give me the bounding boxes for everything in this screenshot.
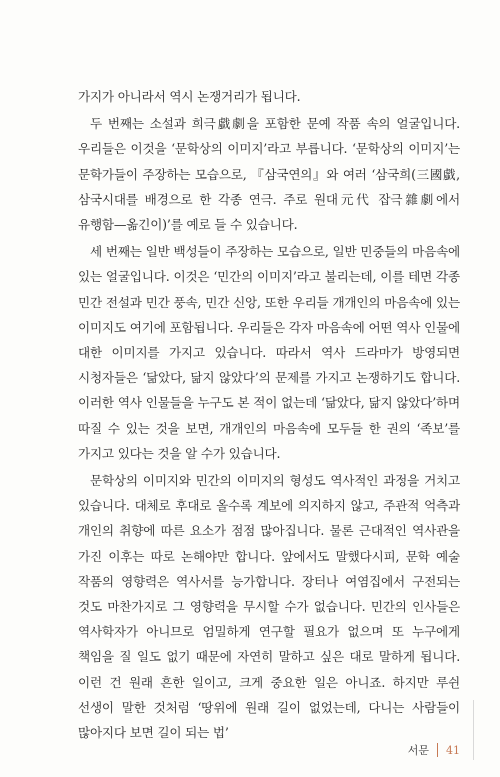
running-title: 서문 bbox=[407, 744, 429, 757]
paragraph-4: 문학상의 이미지와 민간의 이미지의 형성도 역사적인 과정을 거치고 있습니다. 대체로 후대로 올수록 계보에 의지하지 않고, 주관적 억측과 개인의 취향에 따른 요소가 점점 많아집니다. 물론 근대적인 역사관을 가진 이후는 따로 논해야만 합니다. 앞에서도 말했다시피, 문학 예술 작품의 영향력은 역사서를 능가합니다. 장터나 여염집에서 구전되는 것도 마찬가지로 그 영향력을 무시할 수가 없습니다. 민간의 인사들은 역사학자가 아니므로 엄밀하게 연구할 필요가 없으며 또 누구에게 책임을 질 일도 없기 때문에 자연히 말하고 싶은 대로 말하게 됩니다. 이런 건 원래 흔한 일이고, 크게 중요한 일은 아니죠. 하지만 루쉰 선생이 말한 것처럼 ‘땅위에 원래 길이 없었는데, 다니는 사람들이 많아지다 보면 길이 되는 법’ bbox=[78, 473, 460, 741]
page-footer bbox=[408, 741, 460, 759]
footer-divider bbox=[437, 743, 438, 757]
paragraph-1: 가지가 아니라서 역시 논쟁거리가 됩니다. bbox=[78, 89, 301, 104]
body-text bbox=[78, 84, 460, 745]
margin-rule bbox=[473, 700, 474, 760]
page-number: 41 bbox=[446, 743, 460, 757]
paragraph-2: 두 번째는 소설과 희극戱劇을 포함한 문예 작품 속의 얼굴입니다. 우리들은 이것을 ‘문학상의 이미지’라고 부릅니다. ‘문학상의 이미지’는 문학가들이 주장하는 모습으로, 『삼국연의』와 여러 ‘삼국희(三國戱, 삼국시대를 배경으로 한 각종 연극. 주로 원대元代 잡극雜劇에서 유행함—옮긴이)’를 예로 들 수 있습니다. bbox=[78, 116, 460, 233]
paragraph-3: 세 번째는 일반 백성들이 주장하는 모습으로, 일반 민중들의 마음속에 있는 얼굴입니다. 이것은 ‘민간의 이미지’라고 불리는데, 이를 테면 각종 민간 전설과 민간 풍속, 민간 신앙, 또한 우리들 개개인의 마음속에 있는 이미지도 여기에 포함됩니다. 우리들은 각자 마음속에 어떤 역사 인물에 대한 이미지를 가지고 있습니다. 따라서 역사 드라마가 방영되면 시청자들은 ‘닮았다, 닮지 않았다’의 문제를 가지고 논쟁하기도 합니다. 이러한 역사 인물들을 누구도 본 적이 없는데 ‘닮았다, 닮지 않았다’하며 따질 수 있는 것을 보면, 개개인의 마음속에 모두들 한 권의 ‘족보’를 가지고 있다는 것을 알 수가 있습니다. bbox=[78, 244, 460, 461]
